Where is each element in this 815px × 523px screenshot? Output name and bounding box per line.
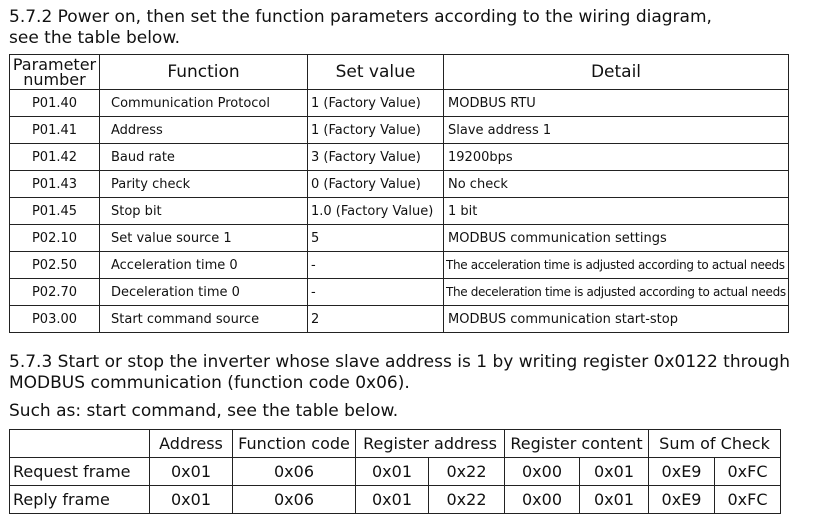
- param-set-value: 2: [308, 306, 444, 333]
- header-parameter-number: [10, 55, 100, 90]
- section-573-heading-line3: Such as: start command, see the table below.: [9, 401, 399, 421]
- param-number: P01.45: [10, 198, 100, 225]
- parameter-table: [9, 54, 789, 333]
- param-function: Parity check: [100, 171, 308, 198]
- request-frame-label: Request frame: [10, 458, 150, 486]
- request-register-address-high: 0x01: [356, 458, 429, 486]
- table-row: [10, 171, 789, 198]
- param-number: P02.50: [10, 252, 100, 279]
- table-row: [10, 144, 789, 171]
- param-function: Address: [100, 117, 308, 144]
- reply-register-address-low: 0x22: [429, 486, 505, 514]
- request-address: 0x01: [150, 458, 233, 486]
- reply-register-content-low: 0x01: [580, 486, 649, 514]
- header-function-code: Function code: [233, 430, 356, 458]
- header-parameter-line1: Parameter: [12, 55, 97, 74]
- param-number: P01.43: [10, 171, 100, 198]
- table-row: [10, 279, 789, 306]
- reply-frame-row: [10, 486, 781, 514]
- param-detail: 1 bit: [444, 198, 789, 225]
- param-set-value: -: [308, 279, 444, 306]
- header-register-address: Register address: [356, 430, 505, 458]
- header-sum-of-check: Sum of Check: [649, 430, 781, 458]
- table-row: [10, 225, 789, 252]
- param-set-value: 5: [308, 225, 444, 252]
- request-frame-row: [10, 458, 781, 486]
- request-check-low: 0xE9: [649, 458, 715, 486]
- param-set-value: 0 (Factory Value): [308, 171, 444, 198]
- section-573-heading-line1: 5.7.3 Start or stop the inverter whose slave address is 1 by writing register 0x0122 through: [9, 352, 790, 372]
- param-number: P02.70: [10, 279, 100, 306]
- param-detail: MODBUS communication settings: [444, 225, 789, 252]
- param-set-value: 3 (Factory Value): [308, 144, 444, 171]
- param-detail: 19200bps: [444, 144, 789, 171]
- param-set-value: 1 (Factory Value): [308, 117, 444, 144]
- section-573-heading-line2: MODBUS communication (function code 0x06).: [9, 373, 410, 393]
- param-function: Deceleration time 0: [100, 279, 308, 306]
- parameter-table-header: [10, 55, 789, 90]
- header-detail: Detail: [444, 55, 789, 90]
- param-set-value: 1.0 (Factory Value): [308, 198, 444, 225]
- param-number: P02.10: [10, 225, 100, 252]
- reply-check-low: 0xE9: [649, 486, 715, 514]
- param-function: Communication Protocol: [100, 90, 308, 117]
- table-row: [10, 90, 789, 117]
- section-572-heading-line1: 5.7.2 Power on, then set the function parameters according to the wiring diagram,: [9, 7, 712, 27]
- param-detail: The acceleration time is adjusted according to actual needs: [444, 252, 789, 279]
- param-function: Stop bit: [100, 198, 308, 225]
- request-register-content-low: 0x01: [580, 458, 649, 486]
- reply-check-high: 0xFC: [715, 486, 781, 514]
- reply-register-content-high: 0x00: [505, 486, 580, 514]
- param-number: P03.00: [10, 306, 100, 333]
- param-number: P01.41: [10, 117, 100, 144]
- header-set-value: Set value: [308, 55, 444, 90]
- param-detail: No check: [444, 171, 789, 198]
- param-detail: Slave address 1: [444, 117, 789, 144]
- param-number: P01.42: [10, 144, 100, 171]
- start-command-table: [9, 429, 781, 514]
- table-row: [10, 252, 789, 279]
- reply-address: 0x01: [150, 486, 233, 514]
- request-register-address-low: 0x22: [429, 458, 505, 486]
- param-set-value: -: [308, 252, 444, 279]
- header-parameter-line2: number: [23, 70, 86, 89]
- param-detail: MODBUS communication start-stop: [444, 306, 789, 333]
- table-row: [10, 198, 789, 225]
- header-address: Address: [150, 430, 233, 458]
- param-function: Start command source: [100, 306, 308, 333]
- request-function-code: 0x06: [233, 458, 356, 486]
- request-register-content-high: 0x00: [505, 458, 580, 486]
- table-row: [10, 306, 789, 333]
- param-number: P01.40: [10, 90, 100, 117]
- header-empty-cell: [10, 430, 150, 458]
- reply-function-code: 0x06: [233, 486, 356, 514]
- param-function: Baud rate: [100, 144, 308, 171]
- param-function: Set value source 1: [100, 225, 308, 252]
- header-register-content: Register content: [505, 430, 649, 458]
- param-detail: MODBUS RTU: [444, 90, 789, 117]
- table-row: [10, 117, 789, 144]
- reply-frame-label: Reply frame: [10, 486, 150, 514]
- request-check-high: 0xFC: [715, 458, 781, 486]
- param-function: Acceleration time 0: [100, 252, 308, 279]
- start-command-table-header: [10, 430, 781, 458]
- param-detail: The deceleration time is adjusted according to actual needs: [444, 279, 789, 306]
- section-572-heading-line2: see the table below.: [9, 28, 181, 48]
- param-set-value: 1 (Factory Value): [308, 90, 444, 117]
- header-function: Function: [100, 55, 308, 90]
- reply-register-address-high: 0x01: [356, 486, 429, 514]
